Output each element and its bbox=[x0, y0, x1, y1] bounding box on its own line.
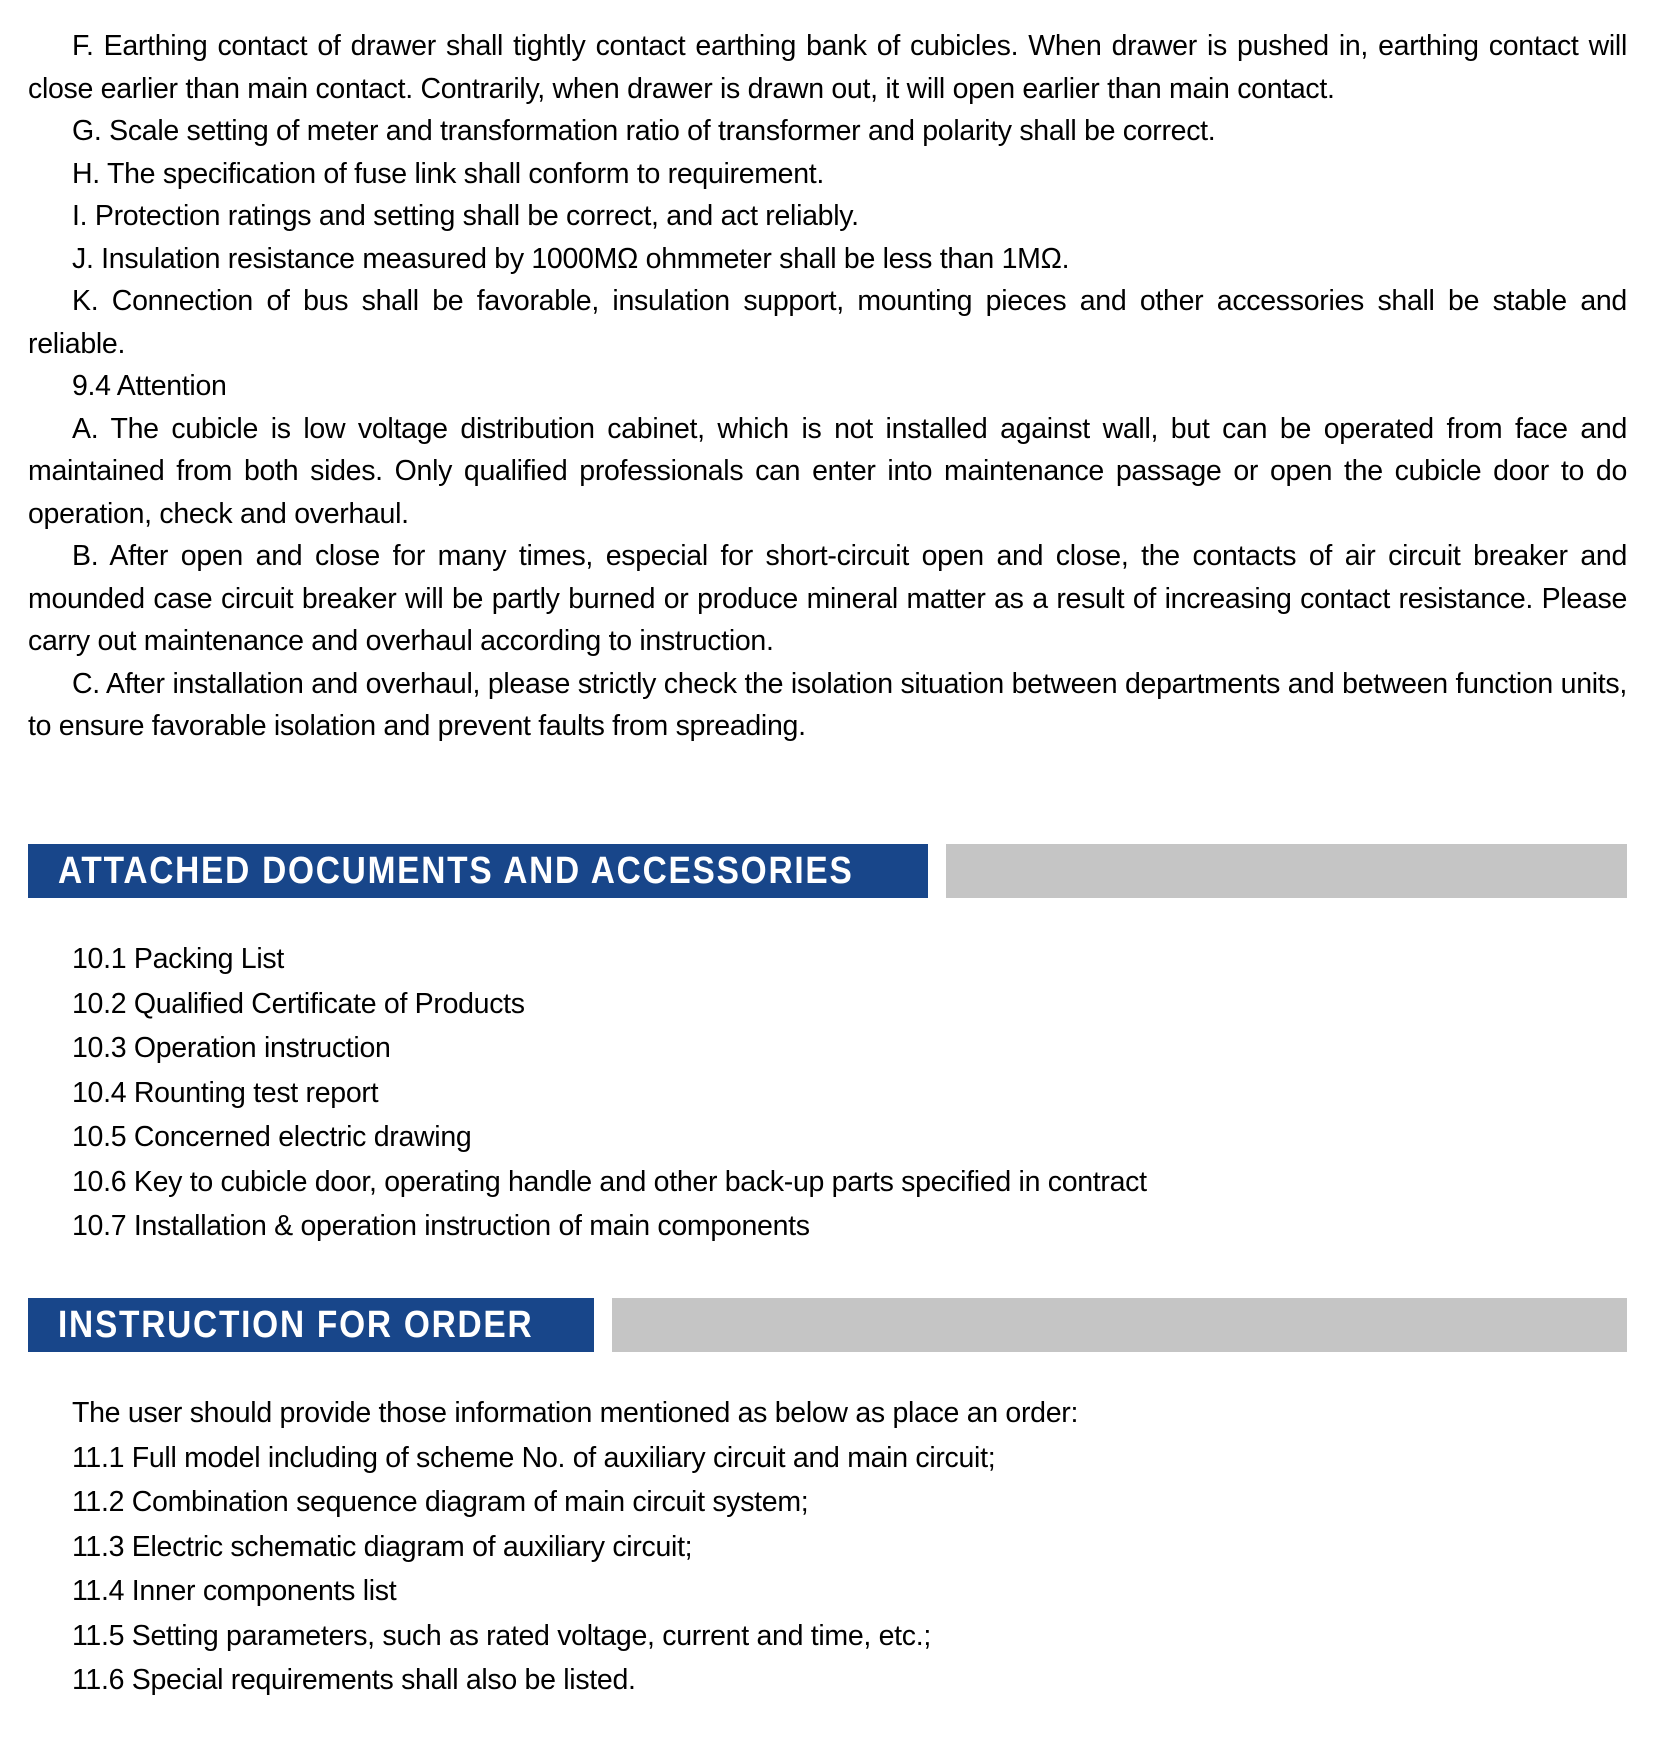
section-10-gray-bar bbox=[946, 844, 1627, 898]
section-11-title: INSTRUCTION FOR ORDER bbox=[58, 1303, 534, 1346]
paragraph-k: K. Connection of bus shall be favorable, insulation support, mounting pieces and other accessories shall be stable and reliable. bbox=[28, 285, 1627, 360]
paragraph-h: H. The specification of fuse link shall conform to requirement. bbox=[72, 157, 825, 190]
list-item-10-4: 10.4 Rounting test report bbox=[72, 1076, 379, 1109]
list-item-10-7: 10.7 Installation & operation instruction of main components bbox=[72, 1210, 810, 1242]
paragraph-c: C. After installation and overhaul, please strictly check the isolation situation between departments and between function units, to ensure favorable isolation and prevent faults from spreading. bbox=[28, 667, 1627, 742]
list-item-11-3: 11.3 Electric schematic diagram of auxiliary circuit; bbox=[72, 1530, 693, 1563]
list-item-10-2: 10.2 Qualified Certificate of Products bbox=[72, 987, 525, 1020]
heading-9-4-attention: 9.4 Attention bbox=[72, 370, 227, 402]
list-item-11-6: 11.6 Special requirements shall also be listed. bbox=[72, 1664, 636, 1696]
paragraph-a: A. The cubicle is low voltage distribution cabinet, which is not installed against wall, but can be operated from face and maintained from both sides. Only qualified professionals can enter into maintenance passage or open the cubicle door to do operation, check and overhaul. bbox=[28, 412, 1627, 530]
list-item-11-1: 11.1 Full model including of scheme No. of auxiliary circuit and main circuit; bbox=[72, 1441, 996, 1474]
list-item-11-2: 11.2 Combination sequence diagram of main circuit system; bbox=[72, 1486, 809, 1518]
paragraph-g: G. Scale setting of meter and transformation ratio of transformer and polarity shall be correct. bbox=[72, 115, 1216, 147]
paragraph-j: J. Insulation resistance measured by 1000MΩ ohmmeter shall be less than 1MΩ. bbox=[72, 242, 1070, 275]
section-10-title: ATTACHED DOCUMENTS AND ACCESSORIES bbox=[58, 849, 854, 892]
section-10-banner bbox=[28, 844, 1627, 898]
section-11-list bbox=[72, 1436, 1078, 1703]
section-11-banner bbox=[28, 1298, 1627, 1352]
paragraph-i: I. Protection ratings and setting shall be correct, and act reliably. bbox=[72, 200, 859, 232]
list-item-10-1: 10.1 Packing List bbox=[72, 943, 284, 975]
section-9-text bbox=[28, 25, 1627, 748]
paragraph-f: F. Earthing contact of drawer shall tightly contact earthing bank of cubicles. When drawer is pushed in, earthing contact will close earlier than main contact. Contrarily, when drawer is drawn out, it will open earlier than main contact. bbox=[28, 30, 1627, 105]
list-item-10-3: 10.3 Operation instruction bbox=[72, 1032, 391, 1064]
section-10-list bbox=[72, 937, 1147, 1249]
paragraph-b: B. After open and close for many times, especial for short-circuit open and close, the contacts of air circuit breaker and mounded case circuit breaker will be partly burned or produce mineral matter as a result of increasing contact resistance. Please carry out maintenance and overhaul according to instruction. bbox=[28, 540, 1627, 657]
section-11-gray-bar bbox=[612, 1298, 1627, 1352]
section-11-content bbox=[72, 1391, 1078, 1703]
list-item-10-6: 10.6 Key to cubicle door, operating handle and other back-up parts specified in contract bbox=[72, 1165, 1147, 1198]
section-11-intro: The user should provide those information mentioned as below as place an order: bbox=[72, 1397, 1079, 1429]
section-11-header bbox=[28, 1298, 594, 1352]
section-10-header bbox=[28, 844, 928, 898]
list-item-11-4: 11.4 Inner components list bbox=[72, 1575, 397, 1607]
list-item-10-5: 10.5 Concerned electric drawing bbox=[72, 1121, 472, 1153]
list-item-11-5: 11.5 Setting parameters, such as rated voltage, current and time, etc.; bbox=[72, 1619, 931, 1652]
